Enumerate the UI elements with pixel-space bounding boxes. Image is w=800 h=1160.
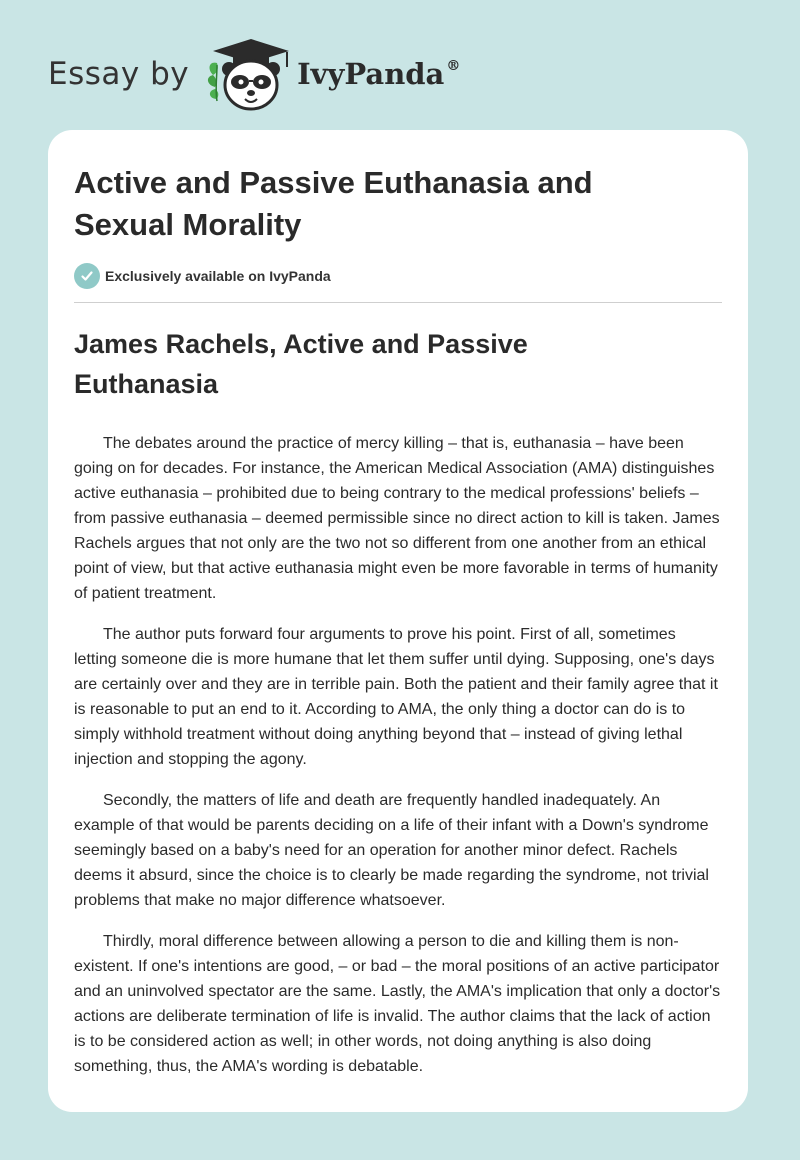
check-circle-icon xyxy=(74,263,100,289)
panda-logo-icon[interactable] xyxy=(203,35,293,113)
paragraph: The author puts forward four arguments to prove his point. First of all, sometimes letting someone die is more humane that let them suffer until dying. Supposing, one's days are certainly over and they are in terrible pain. Both the patient and their family agree that it is reasonable to put an end to it. According to AMA, the only thing a doctor can do is to simply withhold treatment without doing anything beyond that – instead of giving lethal injection and stopping the agony. xyxy=(74,626,718,768)
brand-name[interactable] xyxy=(297,57,460,91)
exclusive-badge xyxy=(74,263,722,289)
registered-mark: ® xyxy=(446,58,461,74)
ivy-leaf-icon xyxy=(208,63,218,101)
exclusive-label: Exclusively available on IvyPanda xyxy=(105,268,331,284)
section-heading: James Rachels, Active and Passive Euthanasia xyxy=(74,329,528,399)
site-header xyxy=(48,34,460,114)
brand-label: IvyPanda xyxy=(297,57,445,91)
divider xyxy=(74,302,722,303)
essay-by-label: Essay by xyxy=(48,56,190,92)
page-title: Active and Passive Euthanasia and Sexual Morality xyxy=(74,165,593,242)
paragraph: The debates around the practice of mercy killing – that is, euthanasia – have been going on for decades. For instance, the American Medical Association (AMA) distinguishes active euthanasia – prohibited due to being contrary to the medical professions' beliefs – from passive euthanasia – deemed permissible since no direct action to kill is taken. James Rachels argues that not only are the two not so different from one another from an ethical point of view, but that active euthanasia might even be more favorable in terms of humanity of patient treatment. xyxy=(74,435,720,602)
paragraph: Thirdly, moral difference between allowing a person to die and killing them is non-existent. If one's intentions are good, – or bad – the moral positions of an active participator and an uninvolved spectator are the same. Lastly, the AMA's implication that only a doctor's actions are deliberate termination of life is invalid. The author claims that the lack of action is to be considered action as well; in other words, not doing anything is also doing something, thus, the AMA's wording is debatable. xyxy=(74,933,721,1075)
paragraph: Secondly, the matters of life and death are frequently handled inadequately. An example of that would be parents deciding on a life of their infant with a Down's syndrome seemingly based on a baby's need for an operation for another minor defect. Rachels deems it absurd, since the choice is to clearly be made regarding the syndrome, not trivial problems that make no major difference whatsoever. xyxy=(74,792,709,909)
essay-card xyxy=(48,130,748,1112)
